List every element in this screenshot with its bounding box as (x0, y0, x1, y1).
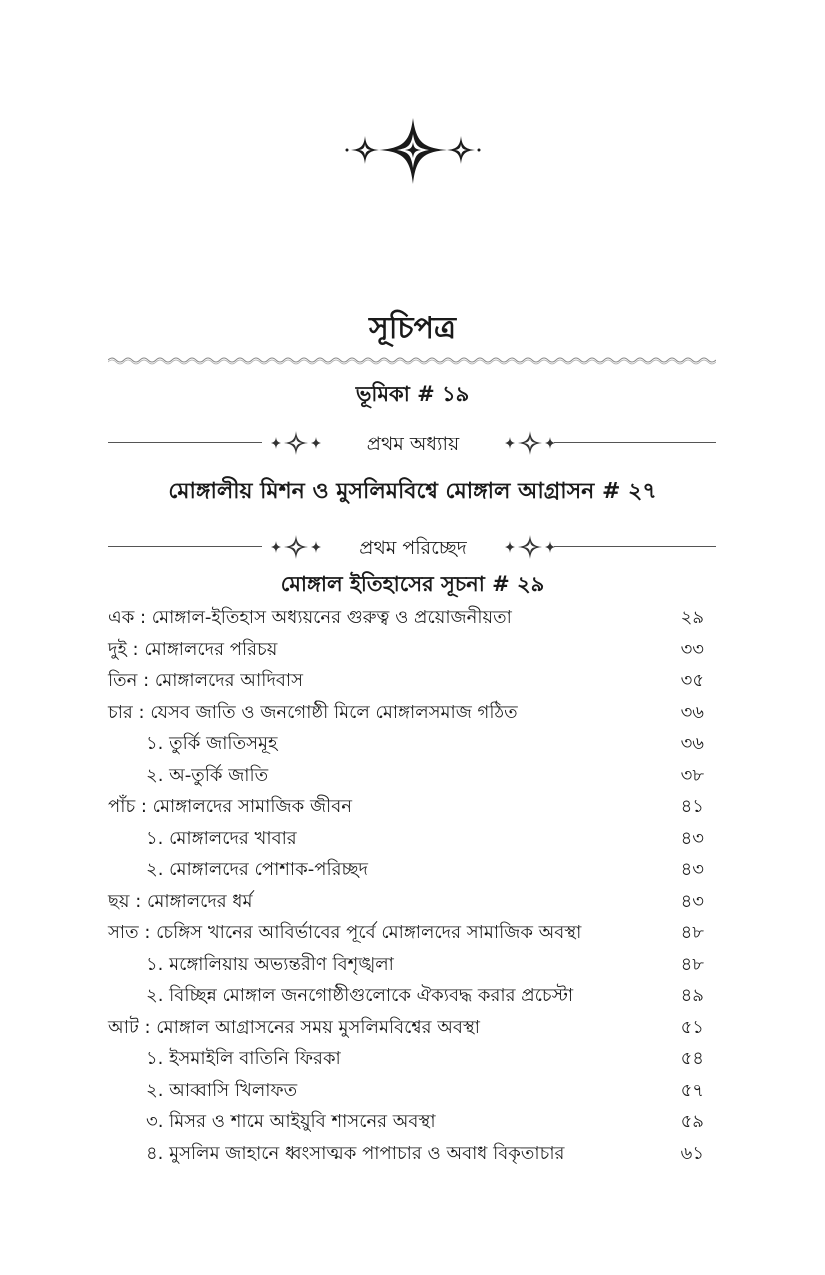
star-ornament-icon (498, 532, 562, 562)
toc-entry-page: ৪৩ (680, 827, 704, 849)
chapter-title: মোঙ্গালীয় মিশন ও মুসলিমবিশ্বে মোঙ্গাল আগ্রাসন # ২৭ (168, 479, 657, 504)
toc-entry[interactable] (108, 919, 716, 951)
toc-entry-page: ৪৯ (680, 985, 704, 1006)
toc-entry-label: পাঁচ : মোঙ্গালদের সামাজিক জীবন (108, 796, 352, 817)
toc-entry-page: ৩৬ (680, 733, 704, 754)
toc-entry-label: তিন : মোঙ্গালদের আদিবাস (108, 670, 304, 691)
toc-subentry[interactable] (108, 1077, 716, 1109)
toc-entry-page: ৩৩ (680, 638, 704, 660)
section-divider (108, 532, 716, 562)
star-ornament-icon (498, 428, 562, 458)
toc-entry-label: ৩. মিসর ও শামে আইয়ুবি শাসনের অবস্থা (146, 1111, 436, 1132)
toc-entry-page: ৪৩ (680, 890, 704, 912)
toc-entry-label: আট : মোঙ্গাল আগ্রাসনের সময় মুসলিমবিশ্বের অবস্থা (108, 1016, 481, 1038)
star-ornament-icon (264, 428, 328, 458)
toc-entry-page: ৩৮ (680, 764, 704, 786)
toc-entry-page: ২৯ (680, 607, 704, 628)
toc-entry-page: ৪৮ (680, 953, 704, 975)
toc-subentry[interactable] (108, 825, 716, 857)
star-ornament-icon (264, 532, 328, 562)
toc-entry-label: ১. মোঙ্গালদের খাবার (146, 827, 297, 849)
toc-entry-label: দুই : মোঙ্গালদের পরিচয় (108, 638, 278, 660)
toc-entry-page: ৫৯ (680, 1111, 704, 1132)
wavy-divider (108, 354, 716, 366)
toc-entry-label: ১. তুর্কি জাতিসমূহ (146, 733, 278, 754)
toc-entry[interactable] (108, 888, 716, 920)
toc-subentry[interactable] (108, 856, 716, 888)
page-title: সূচিপত্র (369, 311, 456, 346)
toc-entry-page: ৪৩ (680, 859, 704, 880)
toc-subentry[interactable] (108, 762, 716, 794)
toc-entry[interactable] (108, 699, 716, 731)
toc-entry-page: ৬১ (680, 1142, 704, 1164)
toc-entry-page: ৫১ (680, 1016, 704, 1038)
preface-entry: ভূমিকা # ১৯ (355, 382, 470, 406)
toc-entry-label: ১. ইসমাইলি বাতিনি ফিরকা (146, 1048, 341, 1069)
toc-entry[interactable] (108, 604, 716, 636)
diamond-star-ornament-icon (343, 112, 483, 192)
toc-subentry[interactable] (108, 1108, 716, 1140)
toc-entry-page: ৫৪ (680, 1048, 704, 1069)
toc-entry-label: ৪. মুসলিম জাহানে ধ্বংসাত্মক পাপাচার ও অবাধ বিকৃতাচার (146, 1142, 565, 1164)
toc-entry-label: ২. বিচ্ছিন্ন মোঙ্গাল জনগোষ্ঠীগুলোকে ঐক্যবদ্ধ করার প্রচেস্টা (146, 985, 574, 1006)
toc-subentry[interactable] (108, 1140, 716, 1172)
toc-entry-page: ৩৫ (680, 670, 704, 691)
toc-entry-label: সাত : চেঙ্গিস খানের আবির্ভাবের পূর্বে মোঙ্গালদের সামাজিক অবস্থা (108, 922, 582, 943)
toc-entry[interactable] (108, 793, 716, 825)
toc-entry-page: ৩৬ (680, 701, 704, 723)
chapter-divider (108, 428, 716, 458)
toc-subentry[interactable] (108, 951, 716, 983)
toc-entry-label: ২. মোঙ্গালদের পোশাক-পরিচ্ছদ (146, 859, 369, 880)
toc-subentry[interactable] (108, 730, 716, 762)
toc-subentry[interactable] (108, 982, 716, 1014)
toc-entry-label: এক : মোঙ্গাল-ইতিহাস অধ্যয়নের গুরুত্ব ও প্রয়োজনীয়তা (108, 607, 512, 628)
toc-entry[interactable] (108, 1014, 716, 1046)
toc-entry-label: ১. মঙ্গোলিয়ায় অভ্যন্তরীণ বিশৃঙ্খলা (146, 953, 394, 975)
toc-entry-label: চার : যেসব জাতি ও জনগোষ্ঠী মিলে মোঙ্গালসমাজ গঠিত (108, 701, 518, 723)
toc-entry[interactable] (108, 667, 716, 699)
section-label: প্রথম পরিচ্ছেদ (359, 537, 467, 559)
toc-list (108, 604, 716, 1171)
toc-entry-page: ৪৮ (680, 922, 704, 943)
section-title: মোঙ্গাল ইতিহাসের সূচনা # ২৯ (280, 572, 545, 596)
toc-entry[interactable] (108, 636, 716, 668)
toc-entry-label: ২. আব্বাসি খিলাফত (146, 1079, 298, 1101)
toc-entry-label: ২. অ-তুর্কি জাতি (146, 764, 269, 786)
toc-entry-page: ৫৭ (680, 1079, 704, 1101)
top-ornament (0, 112, 825, 192)
toc-subentry[interactable] (108, 1045, 716, 1077)
toc-entry-label: ছয় : মোঙ্গালদের ধর্ম (108, 890, 253, 912)
chapter-label: প্রথম অধ্যায় (366, 433, 460, 455)
toc-entry-page: ৪১ (680, 796, 704, 817)
